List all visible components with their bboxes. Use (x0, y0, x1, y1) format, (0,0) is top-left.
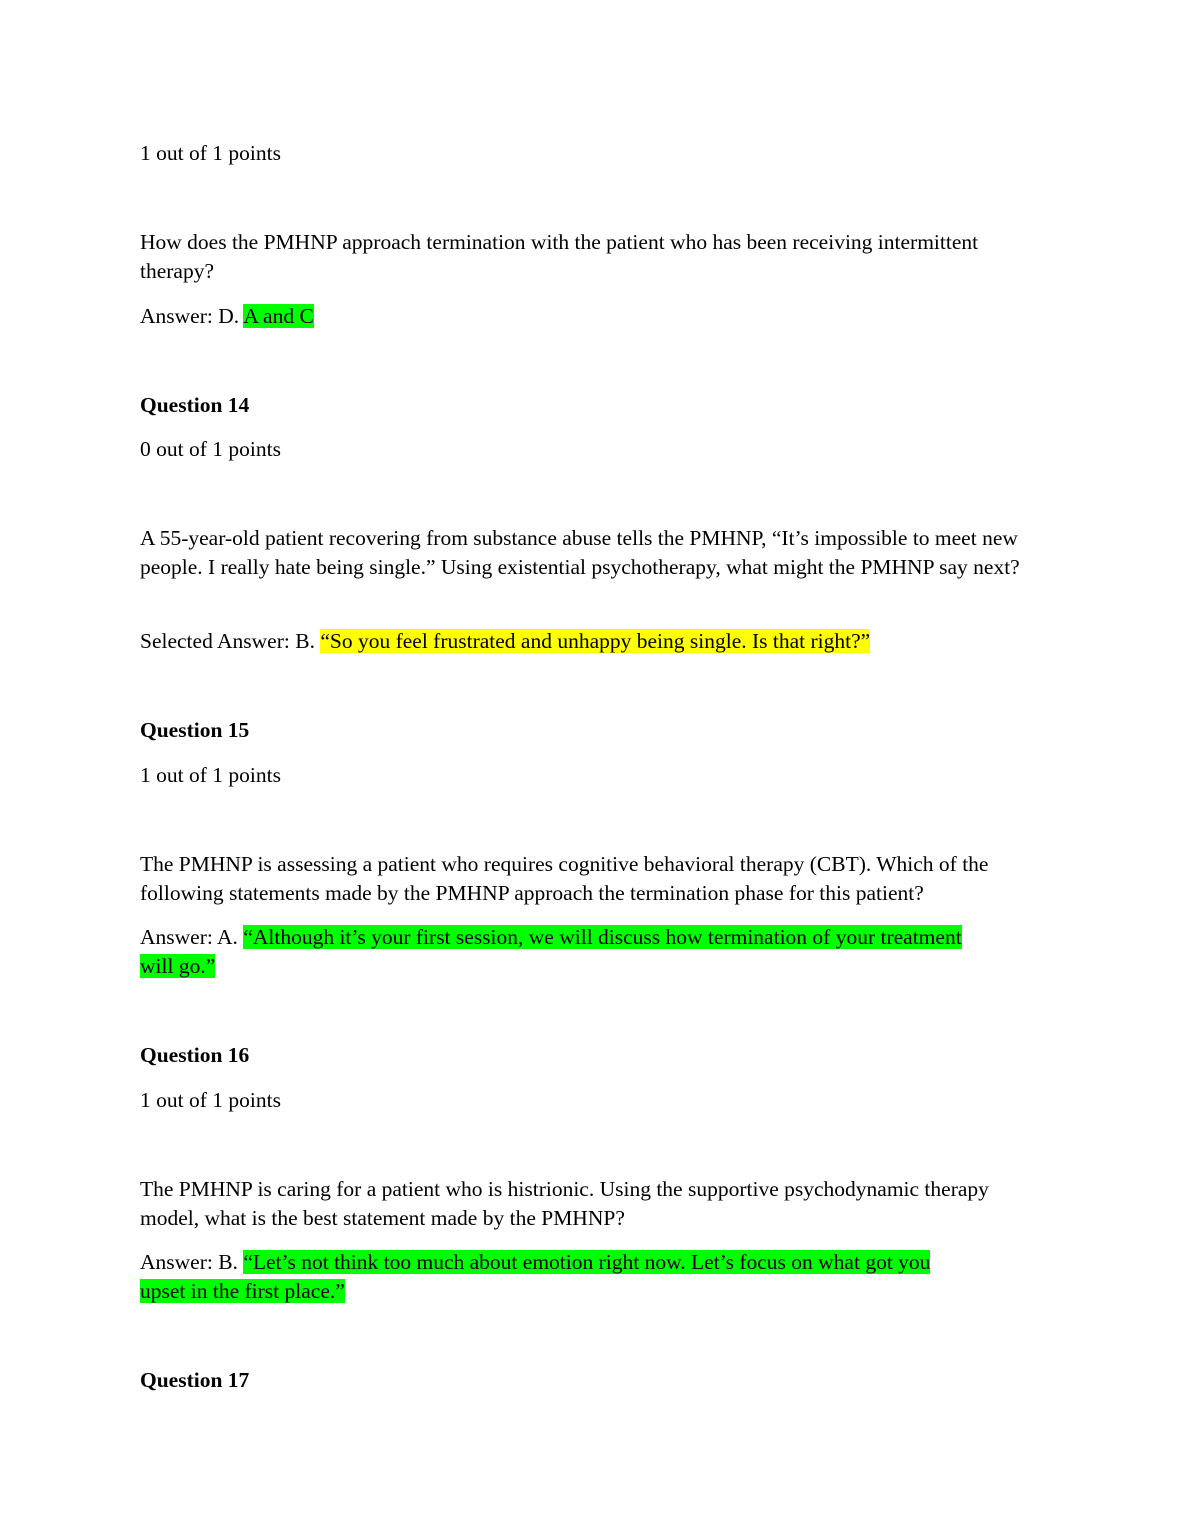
q16-answer-line2 (140, 1277, 345, 1306)
q15-points: 1 out of 1 points (140, 763, 281, 787)
q14-heading: Question 14 (140, 393, 250, 417)
q16-answer-highlight-1: “Let’s not think too much about emotion right now. Let’s focus on what got you (243, 1250, 931, 1274)
q16-heading: Question 16 (140, 1043, 250, 1067)
q13-question-text: How does the PMHNP approach termination with the patient who has been receiving intermittent therapy? (140, 230, 979, 283)
q16-answer-highlight-2: upset in the first place.” (140, 1279, 345, 1303)
q13-answer (140, 302, 314, 331)
q15-answer-prefix: Answer: A. (140, 925, 244, 949)
q16-points: 1 out of 1 points (140, 1088, 281, 1112)
q14-answer (140, 627, 870, 656)
q15-question-text: The PMHNP is assessing a patient who requires cognitive behavioral therapy (CBT). Which of the following statements made by the PMHNP approach the termination phase for this patient? (140, 852, 989, 905)
q15-answer-highlight-1: “Although it’s your first session, we will discuss how termination of your treatment (243, 925, 962, 949)
q15-answer-line2 (140, 952, 215, 981)
q16-answer-line1 (140, 1248, 930, 1277)
q16-answer-prefix: Answer: B. (140, 1250, 244, 1274)
q13-answer-prefix: Answer: D. (140, 304, 244, 328)
q15-heading: Question 15 (140, 718, 250, 742)
q13-answer-highlight: A and C (243, 304, 314, 328)
q15-answer-highlight-2: will go.” (140, 954, 216, 978)
q14-answer-highlight: “So you feel frustrated and unhappy being single. Is that right?” (320, 629, 871, 653)
q14-question-text: A 55-year-old patient recovering from substance abuse tells the PMHNP, “It’s impossible to meet new people. I really hate being single.” Using existential psychotherapy, what might the PMHNP say next? (140, 526, 1020, 579)
q17-heading: Question 17 (140, 1368, 250, 1392)
q14-points: 0 out of 1 points (140, 437, 281, 461)
q13-points: 1 out of 1 points (140, 141, 281, 165)
q14-answer-prefix: Selected Answer: B. (140, 629, 321, 653)
q16-question-text: The PMHNP is caring for a patient who is histrionic. Using the supportive psychodynamic therapy model, what is the best statement made by the PMHNP? (140, 1177, 989, 1230)
q15-answer-line1 (140, 923, 962, 952)
